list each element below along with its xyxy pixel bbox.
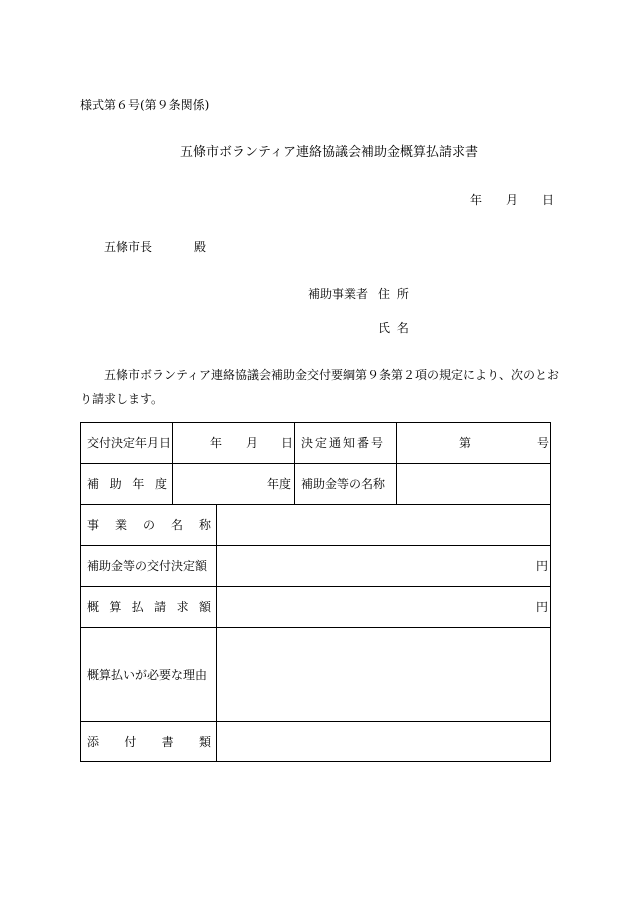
decision-date-year: 年 (210, 436, 223, 450)
date-month-label: 月 (506, 193, 519, 207)
applicant-name-label: 氏 名 (378, 321, 409, 335)
decision-date-label: 交付決定年月日 (87, 436, 172, 450)
decision-amount-label: 補助金等の交付決定額 (87, 559, 208, 573)
addressee-honorific: 殿 (194, 240, 207, 254)
decision-date-month: 月 (246, 436, 259, 450)
form-number: 様式第６号(第９条関係) (80, 98, 210, 112)
project-name-label: 事 業 の 名 称 (87, 518, 211, 532)
request-text-line1: 五條市ボランティア連絡協議会補助金交付要綱第９条第２項の規定により、次のとお (104, 368, 560, 382)
notice-number-label: 決定通知番号 (301, 436, 386, 450)
subsidy-name-label: 補助金等の名称 (301, 477, 386, 491)
estimated-request-label: 概 算 払 請 求 額 (87, 600, 211, 614)
request-form-table (80, 422, 551, 762)
request-text-line2: り請求します。 (80, 392, 164, 406)
form-title: 五條市ボランティア連絡協議会補助金概算払請求書 (180, 145, 478, 160)
reason-label: 概算払いが必要な理由 (87, 668, 208, 682)
addressee-name: 五條市長 (104, 240, 153, 254)
date-year-label: 年 (470, 193, 483, 207)
decision-date-day: 日 (281, 436, 294, 450)
decision-amount-yen: 円 (536, 559, 549, 573)
applicant-role: 補助事業者 (308, 287, 369, 301)
fiscal-year-suffix: 年度 (267, 477, 292, 491)
applicant-address-label: 住 所 (378, 287, 409, 301)
notice-number-dai: 第 (459, 436, 472, 450)
notice-number-go: 号 (537, 436, 550, 450)
estimated-request-yen: 円 (536, 600, 549, 614)
fiscal-year-label: 補 助 年 度 (87, 477, 167, 491)
attachments-label: 添 付 書 類 (87, 735, 211, 749)
date-day-label: 日 (542, 193, 555, 207)
